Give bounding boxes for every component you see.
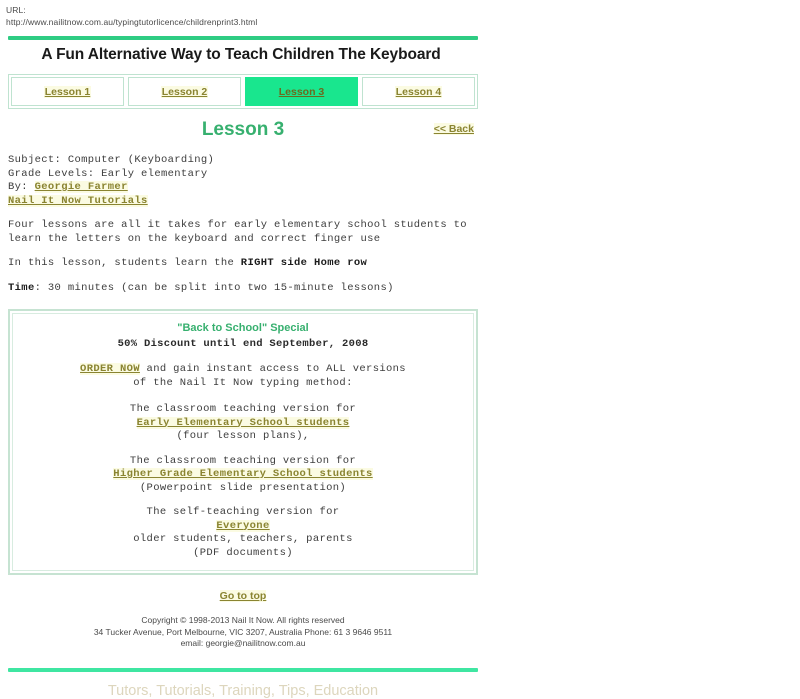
url-label: URL: xyxy=(6,5,26,15)
promo-item-1-link-row xyxy=(19,417,467,431)
everyone-link[interactable]: Everyone xyxy=(216,519,270,532)
promo-box xyxy=(8,309,478,575)
promo-order-text: and gain instant access to ALL versions xyxy=(139,363,406,375)
promo-order-row xyxy=(19,363,467,377)
go-to-top-link[interactable]: Go to top xyxy=(219,590,267,602)
footer-tagline: Tutors, Tutorials, Training, Tips, Education xyxy=(107,682,379,699)
goto-top-wrap xyxy=(8,586,478,604)
promo-box-inner xyxy=(12,313,474,571)
lesson-focus xyxy=(8,257,476,271)
lesson-tabs xyxy=(8,74,478,109)
order-now-link[interactable]: ORDER NOW xyxy=(80,363,140,375)
top-divider xyxy=(8,36,478,40)
tab-lesson-2-label[interactable]: Lesson 2 xyxy=(161,86,208,98)
meta-subject: Subject: Computer (Keyboarding) xyxy=(8,154,215,166)
lesson-focus-prefix: In this lesson, students learn the xyxy=(8,257,241,269)
back-link[interactable]: << Back xyxy=(433,123,474,135)
lesson-header-row xyxy=(4,118,478,148)
tab-lesson-4-label[interactable]: Lesson 4 xyxy=(395,86,442,98)
lesson-time-value: : 30 minutes (can be split into two 15-minute lessons) xyxy=(34,281,394,294)
footer-copyright: Copyright © 1998-2013 Nail It Now. All rights reserved xyxy=(141,615,345,625)
higher-grade-elementary-link[interactable]: Higher Grade Elementary School students xyxy=(113,468,373,480)
promo-spacer-1 xyxy=(19,350,467,363)
promo-item-3-link-row xyxy=(19,520,467,534)
lesson-focus-bold: RIGHT side Home row xyxy=(240,257,368,269)
tab-lesson-1[interactable] xyxy=(11,77,124,106)
promo-order-text-2: of the Nail It Now typing method: xyxy=(133,376,353,389)
footer-address: 34 Tucker Avenue, Port Melbourne, VIC 3207, Australia Phone: 61 3 9646 9511 xyxy=(93,626,393,637)
promo-item-3-lead: The self-teaching version for xyxy=(146,506,340,518)
early-elementary-link[interactable]: Early Elementary School students xyxy=(136,416,350,429)
tab-lesson-4[interactable] xyxy=(362,77,475,106)
meta-org-row xyxy=(8,195,478,209)
lesson-intro: Four lessons are all it takes for early elementary school students to learn the letters on the keyboard and correct finger use xyxy=(8,219,467,245)
footer-email: email: georgie@nailitnow.com.au xyxy=(180,638,306,648)
url-bar xyxy=(6,4,257,28)
lesson-time-label: Time xyxy=(8,281,35,294)
bottom-divider xyxy=(8,668,478,672)
author-link[interactable]: Georgie Farmer xyxy=(34,181,128,193)
promo-spacer-2 xyxy=(19,390,467,403)
promo-spacer-3 xyxy=(19,444,467,455)
footer xyxy=(8,615,478,650)
page-content xyxy=(4,36,478,699)
promo-item-3-note: older students, teachers, parents xyxy=(133,533,353,545)
url-value: http://www.nailitnow.com.au/typingtutorlicence/childrenprint3.html xyxy=(6,17,258,27)
lesson-heading: Lesson 3 xyxy=(201,119,285,140)
organisation-link[interactable]: Nail It Now Tutorials xyxy=(8,194,148,207)
meta-by-prefix: By: xyxy=(8,181,35,193)
tab-lesson-1-label[interactable]: Lesson 1 xyxy=(44,86,91,98)
promo-spacer-4 xyxy=(19,495,467,506)
promo-item-1-lead: The classroom teaching version for xyxy=(129,403,357,415)
promo-title: "Back to School" Special xyxy=(177,322,309,334)
tab-lesson-2[interactable] xyxy=(128,77,241,106)
promo-item-3-note-2: (PDF documents) xyxy=(193,546,293,559)
meta-author-row xyxy=(8,181,478,195)
page-title: A Fun Alternative Way to Teach Children The Keyboard xyxy=(41,46,441,63)
tab-lesson-3[interactable] xyxy=(245,77,358,106)
promo-item-2-note: (Powerpoint slide presentation) xyxy=(139,481,347,494)
promo-item-1-note: (four lesson plans), xyxy=(176,430,310,442)
promo-discount: 50% Discount until end September, 2008 xyxy=(117,338,369,350)
lesson-time xyxy=(8,282,476,296)
tab-lesson-3-label[interactable]: Lesson 3 xyxy=(278,86,325,98)
meta-grade-levels: Grade Levels: Early elementary xyxy=(8,167,208,180)
promo-item-2-lead: The classroom teaching version for xyxy=(129,454,357,467)
promo-item-2-link-row xyxy=(19,468,467,482)
lesson-meta xyxy=(8,154,478,208)
